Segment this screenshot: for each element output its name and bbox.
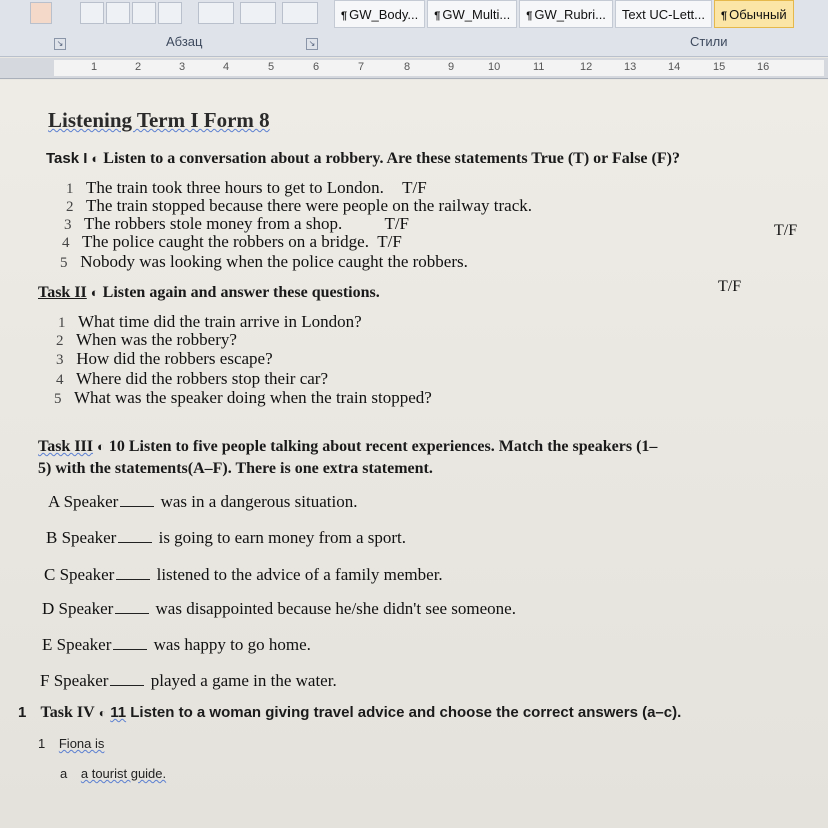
task3-label: Task III bbox=[38, 438, 94, 455]
line-spacing-button[interactable] bbox=[198, 2, 234, 24]
task2-item: 3 How did the robbers escape? bbox=[56, 349, 273, 368]
ruler-tick: 13 bbox=[624, 61, 637, 73]
ruler-tick: 11 bbox=[533, 61, 545, 73]
document-title: Listening Term I Form 8 bbox=[48, 108, 270, 132]
ribbon bbox=[0, 0, 828, 57]
task3-item: F Speaker played a game in the water. bbox=[40, 671, 337, 690]
ruler-tick: 10 bbox=[488, 61, 501, 73]
task4-list-number: 1 bbox=[18, 704, 27, 721]
task1-item: 4 The police caught the robbers on a bridge. T/F bbox=[62, 232, 402, 251]
ruler-tick: 15 bbox=[713, 61, 726, 73]
task2-item: 1 What time did the train arrive in London? bbox=[58, 312, 362, 331]
task1-item: 1 The train took three hours to get to London. T/F bbox=[66, 178, 427, 197]
ruler-track bbox=[54, 60, 824, 76]
ruler-tick: 8 bbox=[404, 61, 411, 73]
answer-blank[interactable] bbox=[120, 492, 154, 507]
task1-item: 2 The train stopped because there were people on the railway track. bbox=[66, 196, 533, 215]
pilcrow-icon: ¶ bbox=[434, 10, 441, 22]
task1-heading bbox=[46, 150, 680, 168]
task4-heading bbox=[18, 704, 681, 722]
task2-item: 5 What was the speaker doing when the train stopped? bbox=[54, 388, 432, 407]
ruler-tick: 2 bbox=[135, 61, 142, 73]
pilcrow-icon: ¶ bbox=[721, 10, 728, 22]
pilcrow-icon: ¶ bbox=[526, 10, 533, 22]
task3-track: 10 bbox=[108, 438, 125, 455]
task3-item: C Speaker listened to the advice of a family member. bbox=[44, 565, 443, 584]
audio-icon: ◐ bbox=[98, 706, 107, 720]
task4-option: a a tourist guide. bbox=[60, 766, 167, 781]
task2-item: 4 Where did the robbers stop their car? bbox=[56, 369, 329, 388]
task3-instruction-2: 5) with the statements(A–F). There is one extra statement. bbox=[38, 460, 433, 477]
task1-tf: T/F bbox=[718, 278, 742, 295]
task4-question: 1 Fiona is bbox=[38, 736, 105, 751]
ruler-tick: 16 bbox=[757, 61, 770, 73]
paragraph-group-label: Абзац bbox=[166, 34, 203, 49]
task4-label: Task IV bbox=[40, 704, 95, 721]
audio-icon: ◐ bbox=[90, 285, 99, 300]
task2-instruction: Listen again and answer these questions. bbox=[102, 284, 380, 301]
answer-blank[interactable] bbox=[115, 599, 149, 614]
ruler-tick: 5 bbox=[268, 61, 275, 73]
audio-icon: ◐ bbox=[91, 151, 100, 166]
task3-item: A Speaker was in a dangerous situation. bbox=[48, 492, 358, 511]
justify-button[interactable] bbox=[158, 2, 182, 24]
paragraph-dialog-launcher-icon[interactable]: ↘ bbox=[306, 38, 318, 50]
task2-heading bbox=[38, 284, 380, 302]
styles-gallery bbox=[334, 0, 794, 30]
pilcrow-icon: ¶ bbox=[341, 10, 348, 22]
task1-item: 3 The robbers stole money from a shop. T/F bbox=[64, 214, 410, 233]
task1-label: Task I bbox=[46, 150, 88, 167]
answer-blank[interactable] bbox=[118, 528, 152, 543]
task4-track: 11 bbox=[110, 704, 127, 721]
task3-item: D Speaker was disappointed because he/she didn't see someone. bbox=[42, 599, 516, 618]
ruler-tick: 3 bbox=[179, 61, 186, 73]
ruler-tick: 7 bbox=[358, 61, 365, 73]
bullets-button[interactable] bbox=[30, 2, 52, 24]
task2-label: Task II bbox=[38, 284, 87, 301]
align-center-button[interactable] bbox=[106, 2, 130, 24]
shading-button[interactable] bbox=[240, 2, 276, 24]
answer-blank[interactable] bbox=[110, 671, 144, 686]
task3-item: E Speaker was happy to go home. bbox=[42, 635, 311, 654]
align-left-button[interactable] bbox=[80, 2, 104, 24]
style-normal[interactable]: ¶ Обычный bbox=[714, 0, 794, 28]
ruler-tick: 9 bbox=[448, 61, 455, 73]
ruler-tick: 12 bbox=[580, 61, 593, 73]
ruler-tick: 6 bbox=[313, 61, 320, 73]
task4-instruction: Listen to a woman giving travel advice and choose the correct answers (a–c). bbox=[130, 704, 682, 721]
task1-item: 5 Nobody was looking when the police caught the robbers. bbox=[60, 252, 468, 271]
task1-instruction: Listen to a conversation about a robbery. Are these statements True (T) or False (F)? bbox=[103, 150, 680, 167]
task3-item: B Speaker is going to earn money from a sport. bbox=[46, 528, 406, 547]
align-right-button[interactable] bbox=[132, 2, 156, 24]
style-gw-body[interactable]: ¶ GW_Body... bbox=[334, 0, 425, 28]
ruler-tick: 14 bbox=[668, 61, 681, 73]
task2-item: 2 When was the robbery? bbox=[56, 330, 237, 349]
styles-group-label: Стили bbox=[690, 34, 728, 49]
horizontal-ruler[interactable] bbox=[0, 58, 828, 79]
borders-button[interactable] bbox=[282, 2, 318, 24]
ruler-tick: 1 bbox=[91, 61, 98, 73]
ruler-tick: 4 bbox=[223, 61, 230, 73]
style-text-uc-letter[interactable]: Text UC-Lett... bbox=[615, 0, 712, 28]
answer-blank[interactable] bbox=[116, 565, 150, 580]
document-page[interactable] bbox=[0, 80, 828, 828]
style-gw-rubric[interactable]: ¶ GW_Rubri... bbox=[519, 0, 613, 28]
font-dialog-launcher-icon[interactable]: ↘ bbox=[54, 38, 66, 50]
audio-icon: ◐ bbox=[97, 439, 105, 454]
task3-heading bbox=[38, 438, 657, 456]
task1-tf: T/F bbox=[774, 222, 798, 239]
answer-blank[interactable] bbox=[113, 635, 147, 650]
task3-instruction-1: Listen to five people talking about recent experiences. Match the speakers (1– bbox=[128, 438, 658, 455]
style-gw-multi[interactable]: ¶ GW_Multi... bbox=[427, 0, 517, 28]
